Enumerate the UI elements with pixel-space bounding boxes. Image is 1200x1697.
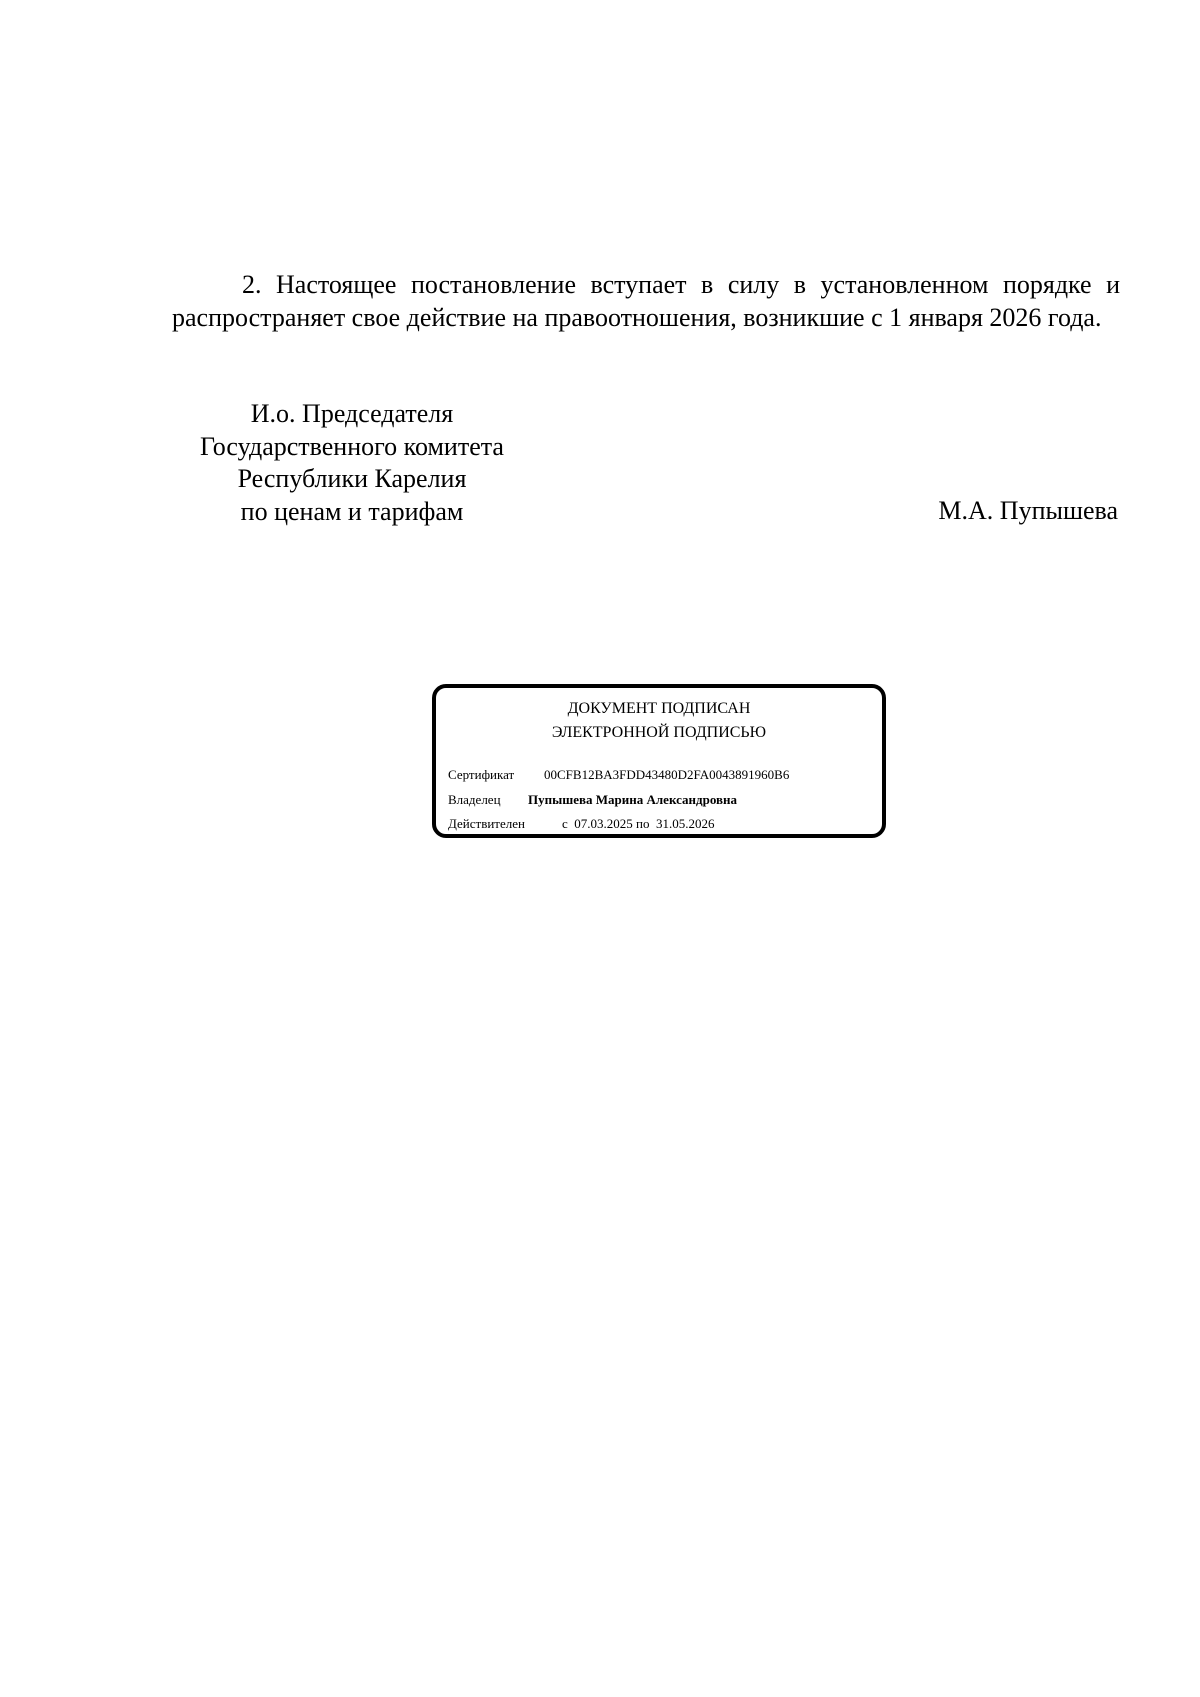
electronic-signature-stamp <box>432 684 886 838</box>
signer-name: М.А. Пупышева <box>938 496 1118 525</box>
stamp-title-line-1: ДОКУМЕНТ ПОДПИСАН <box>567 700 751 717</box>
owner-value: Пупышева Марина Александровна <box>528 792 738 807</box>
stamp-certificate-row <box>448 766 789 784</box>
signer-title-line: И.о. Председателя <box>250 399 454 428</box>
valid-from-date: 07.03.2025 <box>574 816 633 831</box>
owner-label: Владелец <box>448 792 501 807</box>
valid-to-prefix: по <box>636 816 650 831</box>
signer-title-line: Республики Карелия <box>237 464 467 493</box>
stamp-title-line-2: ЭЛЕКТРОННОЙ ПОДПИСЬЮ <box>551 724 767 741</box>
valid-label: Действителен <box>448 816 525 831</box>
stamp-validity-row <box>448 815 715 833</box>
certificate-label: Сертификат <box>448 767 515 782</box>
signer-title-block <box>172 398 532 528</box>
stamp-owner-row <box>448 791 737 809</box>
signer-title-line: по ценам и тарифам <box>240 496 464 526</box>
signer-title-line: Государственного комитета <box>200 431 504 461</box>
paragraph-2: 2. Настоящее постановление вступает в силу в установленном порядке и распространяет свое действие на правоотношения, возникшие с 1 января 2026 года. <box>172 270 1120 332</box>
valid-from-prefix: с <box>562 816 568 831</box>
valid-to-date: 31.05.2026 <box>656 816 715 831</box>
certificate-value: 00CFB12BA3FDD43480D2FA0043891960B6 <box>544 767 790 782</box>
